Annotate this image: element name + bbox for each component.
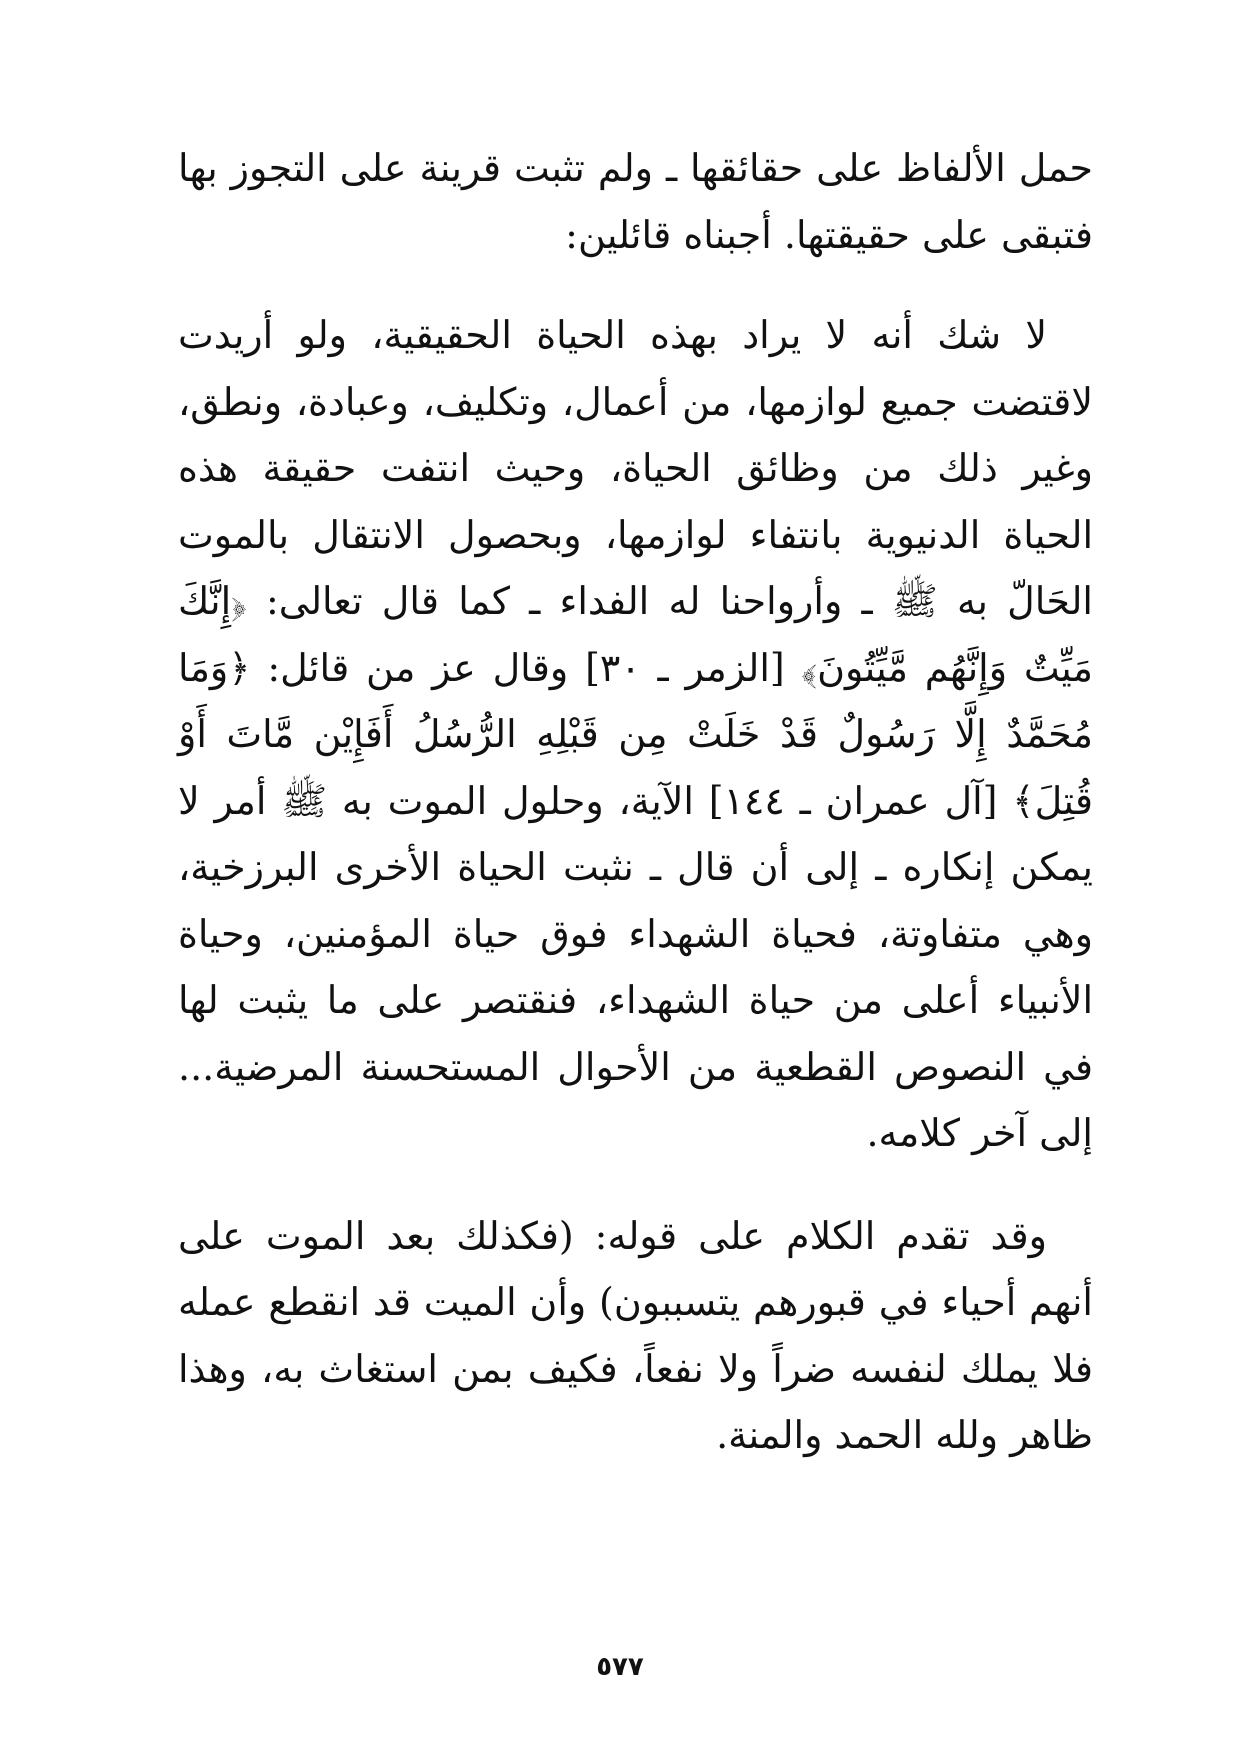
paragraph-quoted-reply: لا شك أنه لا يراد بهذه الحياة الحقيقية، ولو أريدت لاقتضت جميع لوازمها، من أعمال، وتكليف، وعبادة، ونطق، وغير ذلك من وظائق الحياة، وحيث انتفت حقيقة هذه الحياة الدنيوية بانتفاء لوازمها، وبحصول الانتقال بالموت الحَالّ به ﷺ ـ وأرواحنا له الفداء ـ كما قال تعالى: ﴿إِنَّكَ مَيِّتٌ وَإِنَّهُم مَّيِّتُونَ﴾ [الزمر ـ ٣٠] وقال عز من قائل: ﴿وَمَا مُحَمَّدٌ إِلَّا رَسُولٌ قَدْ خَلَتْ مِن قَبْلِهِ الرُّسُلُ أَفَإِيْن مَّاتَ أَوْ قُتِلَ﴾ [آل عمران ـ ١٤٤] الآية، وحلول الموت به ﷺ أمر لا يمكن إنكاره ـ إلى أن قال ـ نثبت الحياة الأخرى البرزخية، وهي متفاوتة، فحياة الشهداء فوق حياة المؤمنين، وحياة الأنبياء أعلى من حياة الشهداء، فنقتصر على ما يثبت لها في النصوص القطعية من الأحوال المستحسنة المرضية... إلى آخر كلامه. bbox=[178, 313, 1093, 1155]
body-text bbox=[178, 135, 1093, 1469]
paragraph-continuation: حمل الألفاظ على حقائقها ـ ولم تثبت قرينة على التجوز بها فتبقى على حقيقتها. أجبناه قائلين: bbox=[178, 146, 1093, 257]
page-number: ٥٧٧ bbox=[596, 1652, 644, 1682]
paragraph-conclusion: وقد تقدم الكلام على قوله: (فكذلك بعد الموت على أنهم أحياء في قبورهم يتسببون) وأن الميت قد انقطع عمله فلا يملك لنفسه ضراً ولا نفعاً، فكيف بمن استغاث به، وهذا ظاهر ولله الحمد والمنة. bbox=[178, 1213, 1093, 1457]
